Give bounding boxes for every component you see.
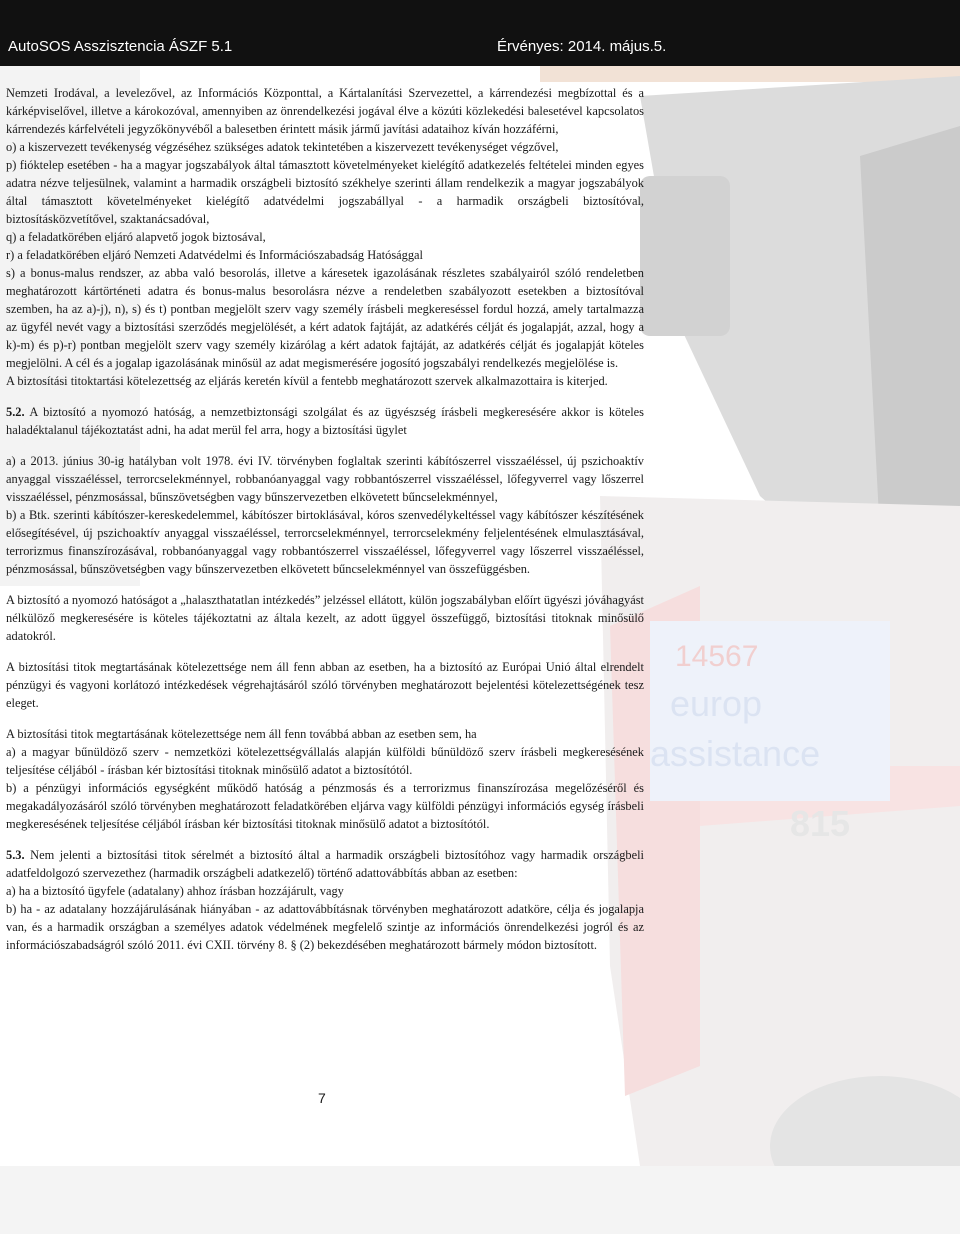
list-item-p: p) fióktelep esetében - ha a magyar jogszabályok által támasztott követelményeket kielégítő adatkezelés feltételei minden egyes adatra nézve teljesülnek, valamint a harmadik országbeli biztosító székhelye szerinti állam rendelkezik a magyar jogszabályok által támasztott követelményeket kielégítő adatvédelmi jogszabállyal - a harmadik országbeli biztosítóval, biztosításközvetítővel, szaktanácsadóval, [6,158,644,226]
paragraph: A biztosító a nyomozó hatóságot a „halaszthatatlan intézkedés” jelzéssel ellátott, külön jogszabályban előírt ügyészi jóváhagyást nélkülöző megkeresésére is köteles tájékoztatni az általa kezelt, az adott üggyel összefüggő, biztosítási titoknak minősülő adatokról. [6,593,644,643]
logo-text-line2: assistance [650,733,821,774]
document-title: AutoSOS Asszisztencia ÁSZF 5.1 [8,38,233,55]
list-item-r: r) a feladatkörében eljáró Nemzeti Adatvédelmi és Információszabadság Hatósággal [6,248,423,262]
paragraph: A biztosítási titok megtartásának kötelezettsége nem áll fenn továbbá abban az esetben sem, ha [6,727,477,741]
list-item-s: s) a bonus-malus rendszer, az abba való besorolás, illetve a káresetek igazolásának részletes szabályairól szóló rendeletben meghatározott kártörténeti adatra és bonus-malus besorolásra nézve a rendeletben szabályozott esetekben a biztosítóval szemben, ha az a)-j), n), s) és t) pontban megjelölt szerv vagy személy írásbeli megkereséssel fordul hozzá, amely tartalmazza az ügyfél nevét vagy a biztosítási szerződés megjelölését, a kért adatok fajtáját, az adatkérés célját és jogalapját, azzal, hogy a k)-m) és p)-r) pontban megjelölt szerv vagy személy kizárólag a kért adatok fajtáját, az adatkérés célját és jogalapját köteles megjelölni. A cél és a jogalap igazolásának minősül az adat megismerésére jogosító jogszabályi rendelkezés megjelölése is. [6,266,644,370]
section-text: Nem jelenti a biztosítási titok sérelmét a biztosító által a harmadik országbeli biztosítóhoz vagy harmadik országbeli adatfeldolgozó szervezethez (harmadik országbeli adatkezelő) történő adattovábbítás abban az esetben: [6,848,644,880]
logo-text-line1: europ [670,683,763,724]
validity-date: Érvényes: 2014. május.5. [497,38,667,55]
paragraph: A biztosítási titok megtartásának kötelezettsége nem áll fenn abban az esetben, ha a biztosító az Európai Unió által elrendelt pénzügyi és vagyoni korlátozó intézkedések végrehajtásáról szóló törvényben meghatározott bejelentési kötelezettségének tesz eleget. [6,660,644,710]
list-item-a: a) ha a biztosító ügyfele (adatalany) ahhoz írásban hozzájárult, vagy [6,884,344,898]
section-5-2 [6,403,644,439]
page-number: 7 [318,1090,326,1106]
list-item-a: a) a 2013. június 30-ig hatályban volt 1978. évi IV. törvényben foglaltak szerinti kábítószerrel visszaéléssel, új pszichoaktív anyaggal visszaéléssel, terrorcselekménnyel, robbanóanyaggal vagy robbantószerrel visszaéléssel, lőfegyverrel vagy lőszerrel visszaéléssel, pénzmosással, bűnszövetségben vagy bűnszervezetben elkövetett bűncselekménnyel, [6,454,644,504]
list-item-b: b) a pénzügyi információs egységként működő hatóság a pénzmosás és a terrorizmus finanszírozása megelőzéséről és megakadályozásáról szóló törvényben meghatározott feladatkörében eljárva vagy külföldi pénzügyi információs egység írásbeli megkeresésének teljesítése céljából írásban kér biztosítási titoknak minősülő adatot a biztosítótól. [6,781,644,831]
document-body [6,84,644,954]
paragraph: A biztosítási titoktartási kötelezettség az eljárás keretén kívül a fentebb meghatározott szervek alkalmazottaira is kiterjed. [6,374,608,388]
section-number: 5.2. [6,405,25,419]
section-number: 5.3. [6,848,25,862]
list-item-a: a) a magyar bűnüldöző szerv - nemzetközi kötelezettségvállalás alapján külföldi bűnüldöző szerv írásbeli megkeresésének teljesítése céljából - írásban kér biztosítási titoknak minősülő adatot a biztosítótól. [6,745,644,777]
list-item-o: o) a kiszervezett tevékenység végzéséhez szükséges adatok tekintetében a kiszervezett tevékenységet végzővel, [6,140,559,154]
vehicle-number-text: 815 [790,803,851,844]
phone-number-text: 14567 [675,640,759,673]
paragraph: Nemzeti Irodával, a levelezővel, az Információs Központtal, a Kártalanítási Szervezettel, a kárrendezési megbízottal és a kárképviselővel, illetve a károkozóval, amennyiben az önrendelkezési jogával élve a közúti közlekedési balesetével kapcsolatos kárrendezés kárfelvételi jegyzőkönyvéből a balesetben érintett másik jármű javítási adataihoz kíván hozzáférni, [6,86,644,136]
list-item-q: q) a feladatkörében eljáró alapvető jogok biztosával, [6,230,266,244]
list-item-b: b) ha - az adatalany hozzájárulásának hiányában - az adattovábbításnak törvényben meghatározott adatköre, célja és jogalapja van, és a harmadik országban a személyes adatok védelmének megfelelő szintje az információs önrendelkezési jogról és az információszabadságról szóló 2011. évi CXII. törvény 8. § (2) bekezdésében meghatározott bármely módon biztosított. [6,902,644,952]
list-item-b: b) a Btk. szerinti kábítószer-kereskedelemmel, kábítószer birtoklásával, kóros szenvedélykeltéssel vagy kábítószer készítésének elősegítésével, új pszichoaktív anyaggal visszaéléssel, terrorcselekménnyel, terrorcselekmény feljelentésének elmulasztásával, terrorizmus finanszírozásával, robbanóanyaggal vagy robbantószerrel visszaéléssel, lőfegyverrel vagy lőszerrel visszaéléssel, pénzmosással, bűnszövetségben vagy bűnszervezetben elkövetett bűncselekménnyel van összefüggésben. [6,508,644,576]
section-5-3 [6,846,644,882]
section-text: A biztosító a nyomozó hatóság, a nemzetbiztonsági szolgálat és az ügyészség írásbeli megkeresésére akkor is köteles haladéktalanul tájékoztatást adni, ha adat merül fel arra, hogy a biztosítási ügylet [6,405,644,437]
page-header [0,0,960,66]
